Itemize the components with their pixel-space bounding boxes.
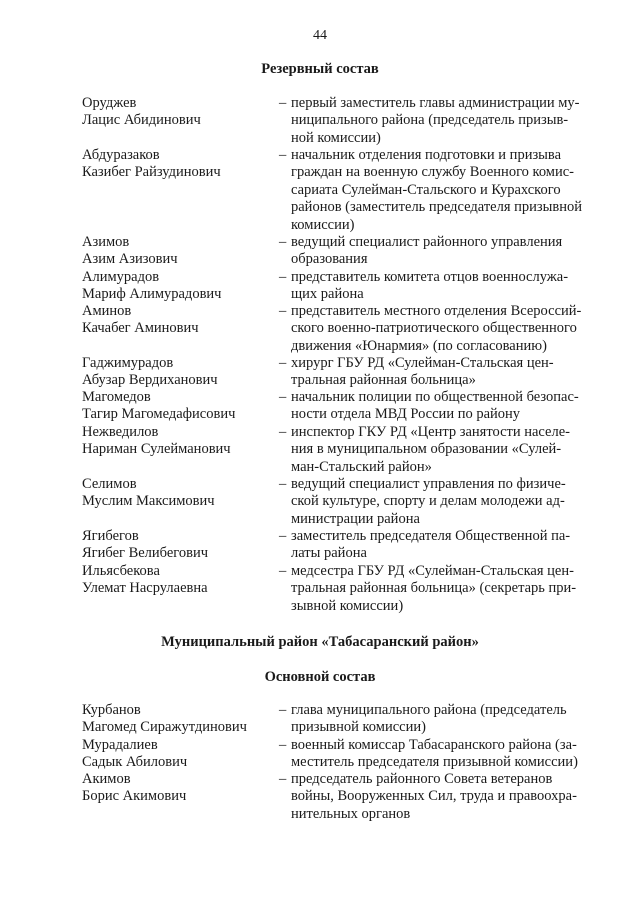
list-item bbox=[82, 528, 612, 563]
member-name: Мурадалиев Садык Абилович bbox=[82, 737, 188, 771]
member-position: представитель местного отделения Всероссий- ского военно-патриотического общественного движения «Юнармия» (по согласованию) bbox=[291, 303, 582, 354]
main-heading: Основной состав bbox=[264, 669, 376, 685]
district-heading: Муниципальный район «Табасаранский район» bbox=[161, 634, 479, 650]
member-position: заместитель председателя Общественной па- латы района bbox=[291, 528, 571, 562]
list-item bbox=[82, 95, 612, 147]
reserve-heading: Резервный состав bbox=[261, 61, 379, 77]
member-name: Ильясбекова Улемат Насрулаевна bbox=[82, 563, 208, 597]
dash: – bbox=[279, 95, 287, 111]
member-name: Оруджев Лацис Абидинович bbox=[82, 95, 201, 129]
dash: – bbox=[279, 234, 287, 250]
member-name: Алимурадов Мариф Алимурадович bbox=[82, 269, 222, 303]
member-position: ведущий специалист районного управления образования bbox=[291, 234, 563, 268]
member-name: Селимов Муслим Максимович bbox=[82, 476, 215, 510]
member-position: председатель районного Совета ветеранов войны, Вооруженных Сил, труда и правоохра- нительных органов bbox=[291, 771, 577, 822]
dash: – bbox=[279, 563, 287, 579]
list-item bbox=[82, 424, 612, 476]
member-name: Азимов Азим Азизович bbox=[82, 234, 178, 268]
list-item bbox=[82, 147, 612, 234]
member-position: хирург ГБУ РД «Сулейман-Стальская цен- тральная районная больница» bbox=[291, 355, 554, 389]
page-number: 44 bbox=[313, 28, 327, 43]
dash: – bbox=[279, 269, 287, 285]
member-position: медсестра ГБУ РД «Сулейман-Стальская цен- тральная районная больница» (секретарь при- зывной комиссии) bbox=[291, 563, 577, 614]
member-position: начальник отделения подготовки и призыва граждан на военную службу Военного комис- сариата Сулейман-Стальского и Курахского районов (заместитель председателя призывной комиссии) bbox=[291, 147, 583, 233]
list-item bbox=[82, 563, 612, 615]
dash: – bbox=[279, 528, 287, 544]
list-item bbox=[82, 389, 612, 424]
dash: – bbox=[279, 476, 287, 492]
member-position: начальник полиции по общественной безопас- ности отдела МВД России по району bbox=[291, 389, 579, 423]
member-position: военный комиссар Табасаранского района (за- меститель председателя призывной комиссии) bbox=[291, 737, 578, 771]
dash: – bbox=[279, 424, 287, 440]
dash: – bbox=[279, 771, 287, 787]
list-item bbox=[82, 702, 612, 737]
dash: – bbox=[279, 702, 287, 718]
dash: – bbox=[279, 355, 287, 371]
member-position: глава муниципального района (председатель призывной комиссии) bbox=[291, 702, 567, 736]
member-name: Магомедов Тагир Магомедафисович bbox=[82, 389, 236, 423]
member-position: первый заместитель главы администрации му- ниципального района (председатель призыв- ной комиссии) bbox=[291, 95, 580, 146]
member-name: Аминов Качабег Аминович bbox=[82, 303, 199, 337]
dash: – bbox=[279, 389, 287, 405]
member-position: представитель комитета отцов военнослужа- щих района bbox=[291, 269, 569, 303]
list-item bbox=[82, 303, 612, 355]
dash: – bbox=[279, 737, 287, 753]
list-item bbox=[82, 737, 612, 772]
member-name: Абдуразаков Казибег Райзудинович bbox=[82, 147, 221, 181]
member-name: Акимов Борис Акимович bbox=[82, 771, 187, 805]
list-item bbox=[82, 476, 612, 528]
dash: – bbox=[279, 303, 287, 319]
member-position: ведущий специалист управления по физиче- ской культуре, спорту и делам молодежи ад- министрации района bbox=[291, 476, 566, 527]
member-name: Ягибегов Ягибег Велибегович bbox=[82, 528, 209, 562]
member-name: Гаджимурадов Абузар Вердиханович bbox=[82, 355, 218, 389]
member-name: Нежведилов Нариман Сулейманович bbox=[82, 424, 231, 458]
list-item bbox=[82, 355, 612, 390]
list-item bbox=[82, 234, 612, 269]
list-item bbox=[82, 269, 612, 304]
dash: – bbox=[279, 147, 287, 163]
list-item bbox=[82, 771, 612, 823]
member-position: инспектор ГКУ РД «Центр занятости населе- ния в муниципальном образовании «Сулей- ман-Стальский район» bbox=[291, 424, 570, 475]
member-name: Курбанов Магомед Сиражутдинович bbox=[82, 702, 247, 736]
